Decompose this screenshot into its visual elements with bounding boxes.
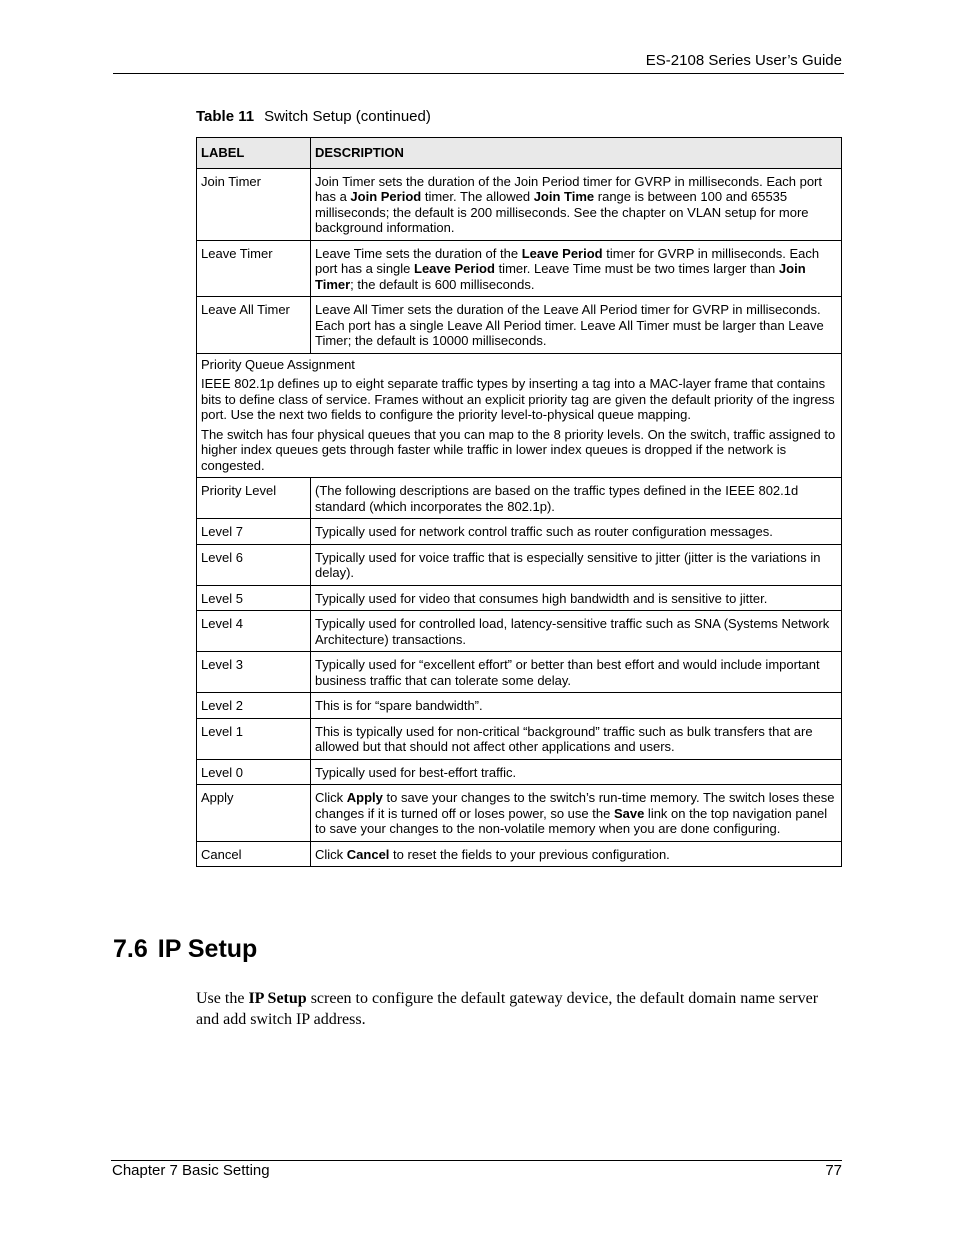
text-run: ; the default is 600 milliseconds. [350, 276, 535, 292]
table-row [197, 611, 842, 652]
table-body [197, 168, 842, 867]
row-description [311, 240, 842, 297]
row-description [311, 611, 842, 652]
bold-term: IP Setup [248, 990, 307, 1007]
table-row [197, 544, 842, 585]
bold-term: Apply [346, 790, 383, 805]
text-run: to reset the fields to your previous configuration. [389, 846, 670, 862]
table-row [197, 585, 842, 611]
section-number: 7.6 [113, 935, 148, 963]
text-run: to save your changes to the switch’s run-time memory. The switch loses these changes if it is turned off or loses power, so use the [315, 790, 835, 821]
text-run: Click [315, 790, 347, 805]
row-description [311, 785, 842, 842]
bold-term: Leave Period [521, 245, 603, 261]
footer-chapter: Chapter 7 Basic Setting [112, 1162, 270, 1179]
bold-term: Join Timer [315, 261, 806, 292]
bold-term: Cancel [346, 846, 390, 862]
row-label: Cancel [197, 841, 311, 867]
section-body-paragraph [196, 988, 836, 1030]
text-run: Typically used for network control traffic such as router configuration messages. [315, 524, 773, 539]
row-label: Apply [197, 785, 311, 842]
table-caption-text: Switch Setup (continued) [264, 108, 431, 125]
footer-page-number: 77 [825, 1162, 842, 1179]
text-run: This is typically used for non-critical “background” traffic such as bulk transfers that are allowed but that should not affect other applications and users. [315, 723, 813, 754]
row-label: Level 2 [197, 693, 311, 719]
row-description [311, 693, 842, 719]
text-run: Typically used for voice traffic that is especially sensitive to jitter (jitter is the variations in delay). [315, 549, 821, 580]
row-description [311, 759, 842, 785]
text-run: Typically used for best-effort traffic. [315, 764, 517, 780]
table-caption-label: Table 11 [196, 108, 255, 125]
row-description [311, 718, 842, 759]
row-description [311, 297, 842, 354]
note-paragraph: The switch has four physical queues that you can map to the 8 priority levels. On the switch, traffic assigned to higher index queues gets through faster while traffic in lower index queues is dropped if the network is congested. [201, 426, 836, 473]
row-description [311, 841, 842, 867]
table-caption [196, 108, 431, 125]
note-paragraph: IEEE 802.1p defines up to eight separate traffic types by inserting a tag into a MAC-layer frame that contains bits to define class of service. Frames without an explicit priority tag are given the default priority of the ingress port. Use the next two fields to configure the priority level-to-physical queue mapping. [201, 376, 835, 422]
running-header: ES-2108 Series User’s Guide [645, 52, 842, 69]
table-row [197, 785, 842, 842]
text-run: Leave All Timer sets the duration of the Leave All Period timer for GVRP in milliseconds. Each port has a single Leave All Period timer. Leave All Timer must be larger than Leave Timer; the default is 10000 milliseconds. [315, 302, 824, 348]
text-run: timer. The allowed [421, 189, 534, 204]
text-run: Click [315, 846, 347, 862]
row-label: Level 4 [197, 611, 311, 652]
section-note-cell [197, 353, 842, 478]
row-label: Level 3 [197, 652, 311, 693]
bold-term: Leave Period [414, 261, 495, 276]
note-heading: Priority Queue Assignment [201, 356, 355, 372]
text-run: timer for GVRP in milliseconds. Each port has a single [315, 245, 820, 276]
section-heading [113, 935, 257, 964]
column-header-description: DESCRIPTION [311, 138, 842, 169]
text-run: link on the top navigation panel to save your changes to the non-volatile memory when you are done configuring. [315, 805, 828, 836]
table-header-row [197, 138, 842, 169]
row-description [311, 652, 842, 693]
section-title: IP Setup [157, 935, 258, 963]
row-label: Level 1 [197, 718, 311, 759]
table-row [197, 841, 842, 867]
bold-term: Join Time [533, 189, 595, 204]
row-description [311, 478, 842, 519]
table-row [197, 478, 842, 519]
text-run: Typically used for controlled load, latency-sensitive traffic such as SNA (Systems Network Architecture) transactions. [315, 616, 830, 647]
row-description [311, 585, 842, 611]
text-run: Typically used for video that consumes high bandwidth and is sensitive to jitter. [315, 590, 768, 606]
text-run: timer. Leave Time must be two times larger than [494, 261, 779, 276]
row-label: Priority Level [197, 478, 311, 519]
header-divider [113, 73, 844, 74]
table-row [197, 240, 842, 297]
footer-divider [111, 1160, 842, 1161]
row-label: Leave All Timer [197, 297, 311, 354]
table-row [197, 759, 842, 785]
table-row [197, 652, 842, 693]
row-label: Leave Timer [197, 240, 311, 297]
bold-term: Join Period [350, 189, 422, 204]
row-label: Level 5 [197, 585, 311, 611]
table-row [197, 297, 842, 354]
text-run: Join Timer sets the duration of the Join Period timer for GVRP in milliseconds. Each port has a [315, 173, 822, 204]
table-row [197, 693, 842, 719]
text-run: screen to configure the default gateway device, the default domain name server and add switch IP address. [196, 990, 819, 1028]
table-row [197, 718, 842, 759]
bold-term: Save [613, 805, 645, 821]
text-run: This is for “spare bandwidth”. [315, 698, 483, 713]
table-row [197, 353, 842, 478]
table-row [197, 519, 842, 545]
text-run: Typically used for “excellent effort” or better than best effort and would include important business traffic that can tolerate some delay. [315, 657, 820, 688]
text-run: (The following descriptions are based on the traffic types defined in the IEEE 802.1d standard (which incorporates the 802.1p). [315, 483, 799, 514]
table-row [197, 168, 842, 240]
row-label: Level 0 [197, 759, 311, 785]
text-run: Use the [196, 990, 249, 1007]
switch-setup-table [196, 137, 842, 867]
column-header-label: LABEL [197, 138, 311, 169]
row-description [311, 168, 842, 240]
row-description [311, 519, 842, 545]
text-run: Leave Time sets the duration of the [315, 245, 522, 261]
text-run: range is between 100 and 65535 milliseconds; the default is 200 milliseconds. See the chapter on VLAN setup for more background information. [315, 189, 809, 235]
row-label: Level 7 [197, 519, 311, 545]
row-label: Join Timer [197, 168, 311, 240]
row-description [311, 544, 842, 585]
row-label: Level 6 [197, 544, 311, 585]
